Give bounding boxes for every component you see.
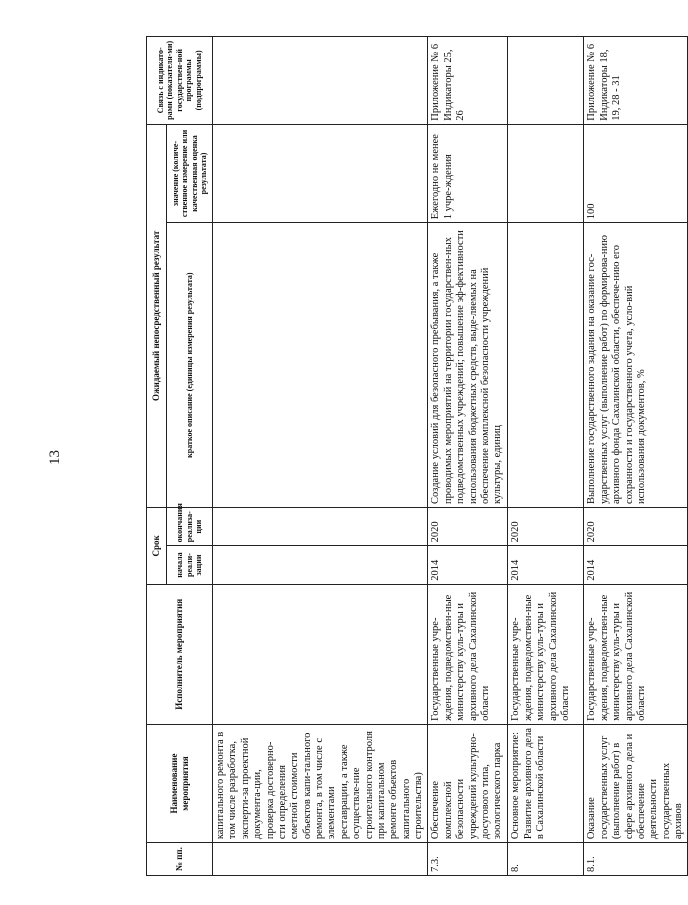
row-end: 2020 (428, 508, 508, 546)
row-num: 7.3. (428, 843, 508, 876)
row-link (213, 37, 428, 125)
row-name: капитального ремонта в том числе разработка, эксперти-за проектной документа-ции, проверка достоверно-сти определения сметной стоимости объектов капи-тального ремонта, в том числе с элементами реставрации, а также осуществле-ние строительного контроля при капитальном ремонте объектов капитального строительства) (213, 724, 428, 842)
header-term: Срок (147, 508, 167, 585)
table-row (584, 37, 688, 876)
row-name: Оказание государственных услуг (выполнение работ) в сфере архивного дела и обеспечение деятельности государственных архивов (584, 724, 688, 842)
row-end: 2020 (584, 508, 688, 546)
row-value: Ежегодно не менее 1 учре-ждения (428, 124, 508, 223)
measures-table (146, 36, 688, 876)
row-desc: Выполнение государственного задания на оказание гос-ударственных услуг (выполнение работ) по формирова-нию архивного фонда Сахалинской области, обеспече-нию его сохранности и государственного учета, усло-вий использования документов, % (584, 223, 688, 508)
rotated-table-container (146, 36, 684, 876)
header-term-end: окончания реализа-ции (167, 508, 213, 546)
table-row (428, 37, 508, 876)
row-link: Приложение № 6 Индикаторы 18, 19, 28 - 31 (584, 37, 688, 125)
row-executor (213, 584, 428, 724)
header-link: Связь с индикато-рами (показателя-ми) государствен-ной программы (подпрограммы) (147, 37, 213, 125)
header-result-value: значение (количе-ственное измерение или качественная оценка результата) (167, 124, 213, 223)
header-term-start: начала реали-зации (167, 546, 213, 584)
header-num: № пп. (147, 843, 213, 876)
table-row (508, 37, 584, 876)
row-end: 2020 (508, 508, 584, 546)
row-num: 8.1. (584, 843, 688, 876)
table-row (213, 37, 428, 876)
row-executor: Государственные учре-ждения, подведомствен-ные министерству куль-туры и архивного дела Сахалинской области (508, 584, 584, 724)
header-executor: Исполнитель мероприятия (147, 584, 213, 724)
row-start: 2014 (428, 546, 508, 584)
row-executor: Государственные учре-ждения, подведомствен-ные министерству куль-туры и архивного дела Сахалинской области (584, 584, 688, 724)
row-value: 100 (584, 124, 688, 223)
row-start: 2014 (584, 546, 688, 584)
row-link: Приложение № 6 Индикаторы 25, 26 (428, 37, 508, 125)
row-start (213, 546, 428, 584)
row-desc (213, 223, 428, 508)
row-name: Основное мероприятие: Развитие архивного дела в Сахалинской области (508, 724, 584, 842)
row-end (213, 508, 428, 546)
header-result-desc: краткое описание (единицы измерения результата) (167, 223, 213, 508)
row-name: Обеспечение комплексной безопасности учреждений культурно-досугового типа, зоологического парка (428, 724, 508, 842)
row-executor: Государственные учре-ждения, подведомствен-ные министерству куль-туры и архивного дела Сахалинской области (428, 584, 508, 724)
row-num (213, 843, 428, 876)
header-name: Наименование мероприятия (147, 724, 213, 842)
page-number: 13 (47, 450, 63, 465)
row-desc (508, 223, 584, 508)
row-start: 2014 (508, 546, 584, 584)
row-desc: Создание условий для безопасного пребывания, а также проводимых мероприятий на территории государствен-ных подведомственных учреждений; повышение эф-фективности использования бюджетных средств, выде-ляемых на обеспечение комплексной безопасности учреждений культуры, единиц (428, 223, 508, 508)
header-result: Ожидаемый непосредственный результат (147, 124, 167, 507)
row-value (213, 124, 428, 223)
row-num: 8. (508, 843, 584, 876)
row-link (508, 37, 584, 125)
row-value (508, 124, 584, 223)
